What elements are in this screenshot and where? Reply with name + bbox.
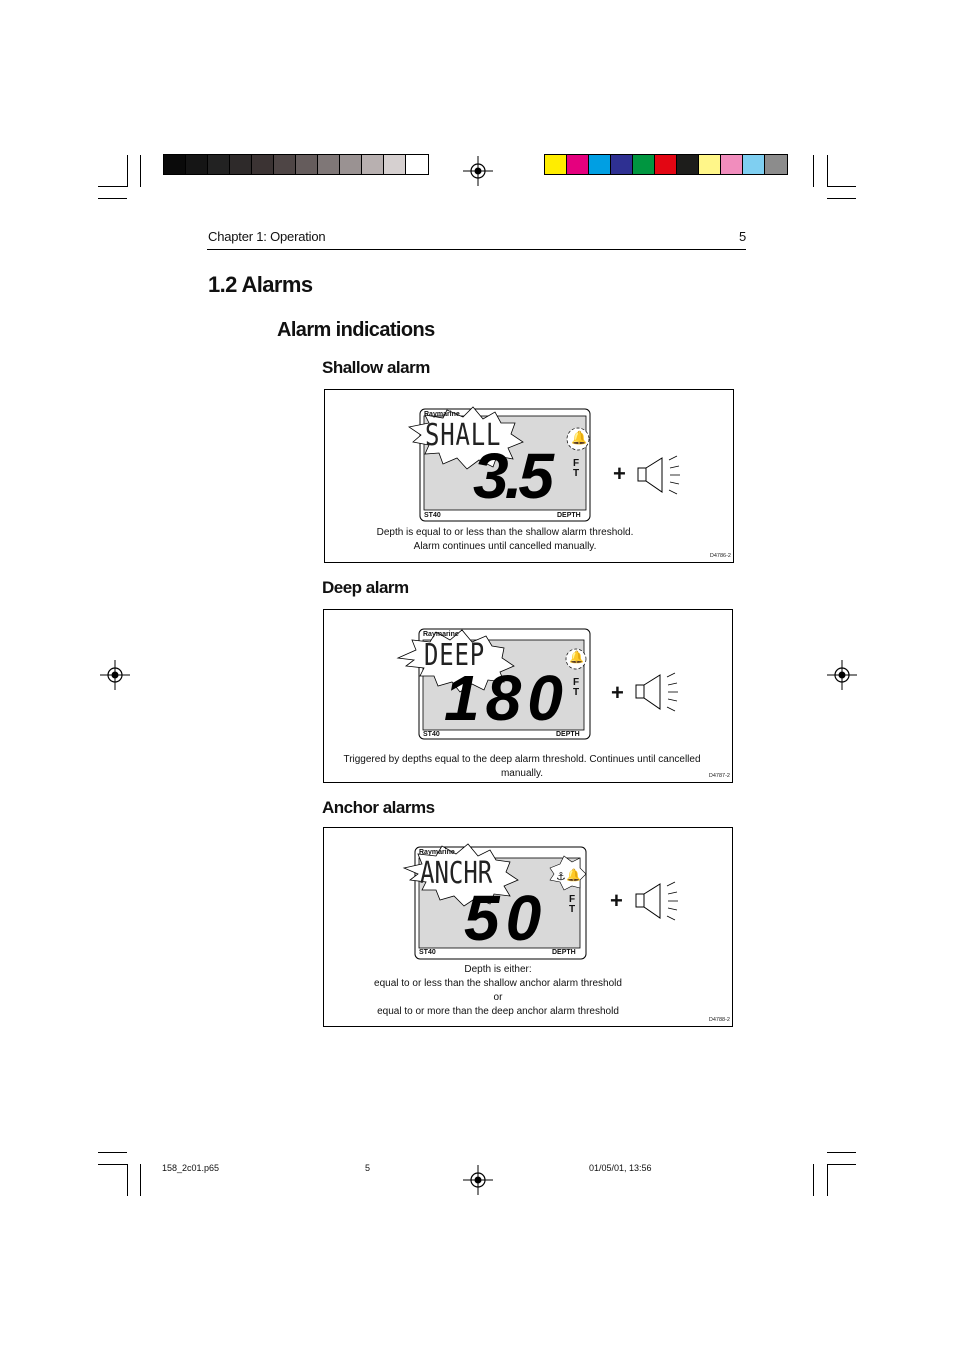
grayscale-swatch [318, 155, 340, 174]
chapter-title: Chapter 1: Operation [208, 229, 326, 244]
grayscale-swatch [186, 155, 208, 174]
grayscale-swatch [362, 155, 384, 174]
speaker-icon [635, 450, 685, 500]
grayscale-swatch [164, 155, 186, 174]
process-color-swatch [765, 155, 787, 174]
process-color-swatch [567, 155, 589, 174]
unit-top: F [569, 894, 576, 905]
crop-mark [98, 198, 127, 199]
brand-logo: Raymarine [423, 631, 459, 638]
bell-icon: 🔔 [571, 430, 588, 445]
figure-heading-deep: Deep alarm [322, 578, 409, 597]
anchor-icon: ⚓ [556, 871, 566, 883]
process-color-bar [544, 154, 788, 175]
caption-line: Depth is either: [464, 964, 532, 975]
crop-mark [140, 155, 141, 187]
caption-line: equal to or less than the shallow anchor alarm threshold [374, 978, 622, 989]
caption-line: Triggered by depths equal to the deep alarm threshold. Continues until cancelled manually. [343, 754, 701, 779]
figure-code: D4788-2 [708, 1017, 730, 1023]
caption-line: equal to or more than the deep anchor alarm threshold [377, 1006, 619, 1017]
plus-sign: + [611, 680, 624, 705]
process-color-swatch [633, 155, 655, 174]
grayscale-swatch [208, 155, 230, 174]
grayscale-swatch [406, 155, 428, 174]
registration-mark-left [100, 660, 130, 690]
crop-mark [827, 1152, 856, 1153]
process-color-swatch [677, 155, 699, 174]
figure-caption [325, 526, 685, 554]
model-label: ST40 [423, 731, 440, 738]
registration-mark-top [463, 156, 493, 186]
grayscale-swatch [230, 155, 252, 174]
figure-code: D4787-2 [708, 773, 730, 779]
model-label: ST40 [419, 949, 436, 956]
figure-deep-alarm [323, 609, 733, 783]
process-color-swatch [721, 155, 743, 174]
alarm-mode-text: DEEP [424, 638, 485, 673]
registration-mark-right [827, 660, 857, 690]
figure-code: D4786-2 [709, 553, 731, 559]
depth-label: DEPTH [552, 949, 576, 956]
grayscale-swatch [252, 155, 274, 174]
bell-icon: 🔔 [566, 868, 581, 882]
header-rule [207, 249, 746, 250]
process-color-swatch [743, 155, 765, 174]
caption-line: or [493, 992, 503, 1003]
figure-caption [324, 753, 720, 781]
footer-page: 5 [365, 1163, 371, 1173]
plus-sign: + [610, 888, 623, 913]
figure-heading-shallow: Shallow alarm [322, 358, 430, 377]
caption-line: Depth is equal to or less than the shallow alarm threshold. [376, 527, 634, 538]
crop-mark [127, 1164, 128, 1196]
model-label: ST40 [424, 512, 441, 519]
process-color-swatch [699, 155, 721, 174]
grayscale-color-bar [163, 154, 429, 175]
crop-mark [827, 186, 856, 187]
figure-caption [324, 963, 672, 1019]
page-number: 5 [739, 229, 747, 244]
depth-value: 180 [444, 662, 569, 734]
section-subtitle: Alarm indications [277, 319, 435, 341]
unit-top: F [573, 677, 580, 688]
grayscale-swatch [384, 155, 406, 174]
depth-label: DEPTH [557, 512, 581, 519]
section-title: 1.2 Alarms [208, 272, 313, 297]
crop-mark [827, 198, 856, 199]
unit-bottom: T [573, 468, 580, 479]
grayscale-swatch [296, 155, 318, 174]
depth-value: 3.5 [473, 440, 550, 512]
unit-top: F [573, 458, 580, 469]
crop-mark [98, 1164, 127, 1165]
process-color-swatch [545, 155, 567, 174]
figure-shallow-alarm [324, 389, 734, 563]
depth-value: 50 [464, 882, 548, 954]
footer-timestamp: 01/05/01, 13:56 [589, 1163, 652, 1173]
plus-sign: + [613, 461, 626, 486]
alarm-mode-text: ANCHR [420, 856, 493, 891]
speaker-icon [633, 876, 683, 926]
crop-mark [827, 1164, 856, 1165]
speaker-icon [633, 667, 683, 717]
process-color-swatch [589, 155, 611, 174]
caption-line: Alarm continues until cancelled manually. [413, 541, 597, 552]
unit-bottom: T [573, 687, 580, 698]
crop-mark [140, 1164, 141, 1196]
grayscale-swatch [274, 155, 296, 174]
brand-logo: Raymarine [419, 849, 455, 856]
bell-icon: 🔔 [569, 650, 584, 664]
crop-mark [813, 155, 814, 187]
crop-mark [827, 155, 828, 187]
process-color-swatch [655, 155, 677, 174]
alarm-mode-text: SHALL [425, 418, 502, 453]
depth-label: DEPTH [556, 731, 580, 738]
figure-anchor-alarms [323, 827, 733, 1027]
grayscale-swatch [340, 155, 362, 174]
crop-mark [813, 1164, 814, 1196]
process-color-swatch [611, 155, 633, 174]
footer-filename: 158_2c01.p65 [162, 1163, 220, 1173]
crop-mark [127, 155, 128, 187]
registration-mark-bottom [463, 1165, 493, 1195]
brand-logo: Raymarine [424, 411, 460, 418]
figure-heading-anchor: Anchor alarms [322, 798, 435, 817]
unit-bottom: T [569, 904, 576, 915]
crop-mark [98, 1152, 127, 1153]
crop-mark [827, 1164, 828, 1196]
crop-mark [98, 186, 127, 187]
